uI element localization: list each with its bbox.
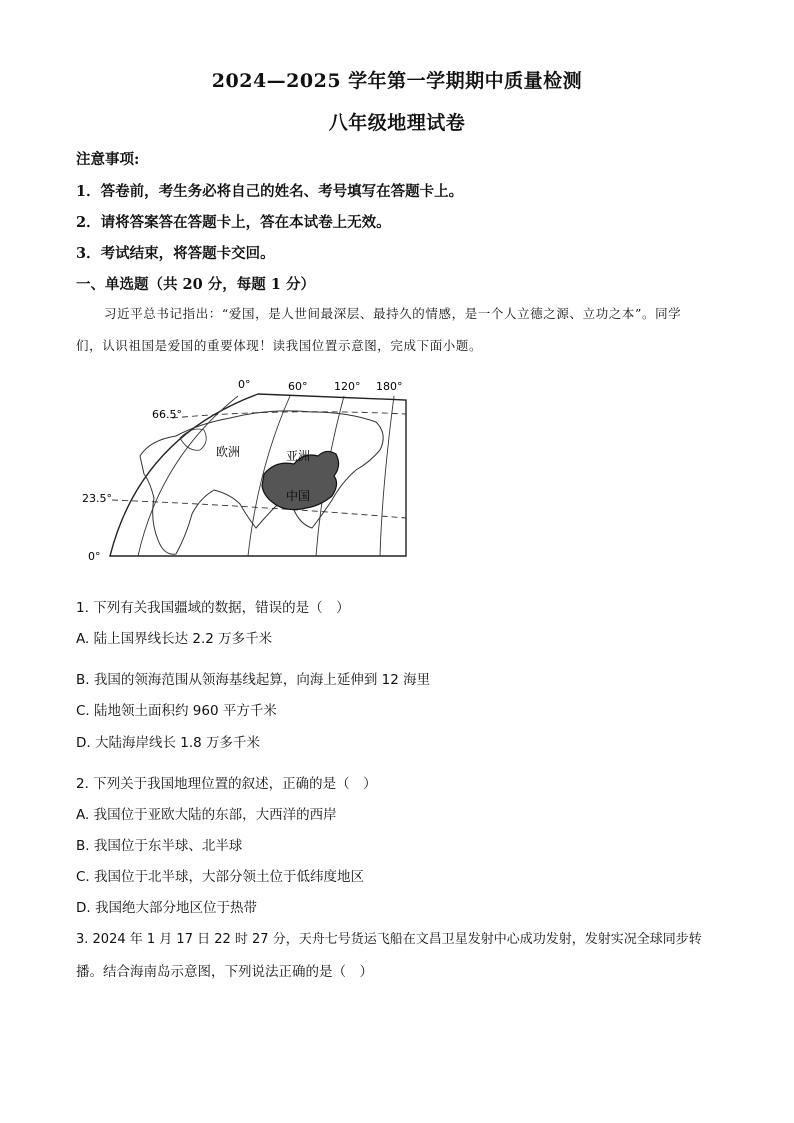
latitude-label: 66.5° xyxy=(152,408,182,421)
intro-line: 们，认识祖国是爱国的重要体现！读我国位置示意图，完成下面小题。 xyxy=(76,338,483,353)
intro-line: 习近平总书记指出：“爱国，是人世间最深层、最持久的情感，是一个人立德之源、立功之本”。同学 xyxy=(104,306,682,321)
latitude-label: 0° xyxy=(88,550,101,563)
question-stem: 1. 下列有关我国疆域的数据，错误的是（ ） xyxy=(76,600,350,616)
question-stem: 2. 下列关于我国地理位置的叙述，正确的是（ ） xyxy=(76,776,377,792)
longitude-label: 180° xyxy=(376,380,403,393)
question-option: C. 陆地领土面积约 960 平方千米 xyxy=(76,703,277,719)
china-label: 中国 xyxy=(286,489,311,503)
question-stem: 3. 2024 年 1 月 17 日 22 时 27 分，天舟七号货运飞船在文昌卫星发射中心成功发射，发射实况全球同步转 xyxy=(76,932,702,947)
exam-title: 2024—2025 学年第一学期期中质量检测 xyxy=(211,70,583,92)
question-option: D. 我国绝大部分地区位于热带 xyxy=(76,900,257,916)
notice-item: 2．请将答案答在答题卡上，答在本试卷上无效。 xyxy=(76,214,391,231)
question-option: B. 我国的领海范围从领海基线起算，向海上延伸到 12 海里 xyxy=(76,672,431,688)
europe-label: 欧洲 xyxy=(216,445,241,459)
notice-item: 1．答卷前，考生务必将自己的姓名、考号填写在答题卡上。 xyxy=(76,183,464,200)
china-location-map xyxy=(80,378,410,564)
notice-heading: 注意事项: xyxy=(76,151,140,168)
question-stem-continued: 播。结合海南岛示意图，下列说法正确的是（ ） xyxy=(76,964,373,980)
question-option: C. 我国位于北半球，大部分领土位于低纬度地区 xyxy=(76,869,365,885)
asia-label: 亚洲 xyxy=(286,449,311,463)
longitude-label: 120° xyxy=(334,380,361,393)
latitude-label: 23.5° xyxy=(82,492,112,505)
question-option: A. 我国位于亚欧大陆的东部，大西洋的西岸 xyxy=(76,807,337,823)
map-figure xyxy=(80,378,410,564)
exam-subtitle: 八年级地理试卷 xyxy=(328,112,466,134)
question-option: D. 大陆海岸线长 1.8 万多千米 xyxy=(76,735,261,751)
longitude-label: 0° xyxy=(238,378,251,391)
question-option: A. 陆上国界线长达 2.2 万多千米 xyxy=(76,631,273,647)
longitude-label: 60° xyxy=(288,380,308,393)
section-heading: 一、单选题（共 20 分，每题 1 分） xyxy=(76,276,315,293)
notice-item: 3．考试结束，将答题卡交回。 xyxy=(76,245,275,262)
question-option: B. 我国位于东半球、北半球 xyxy=(76,838,243,854)
